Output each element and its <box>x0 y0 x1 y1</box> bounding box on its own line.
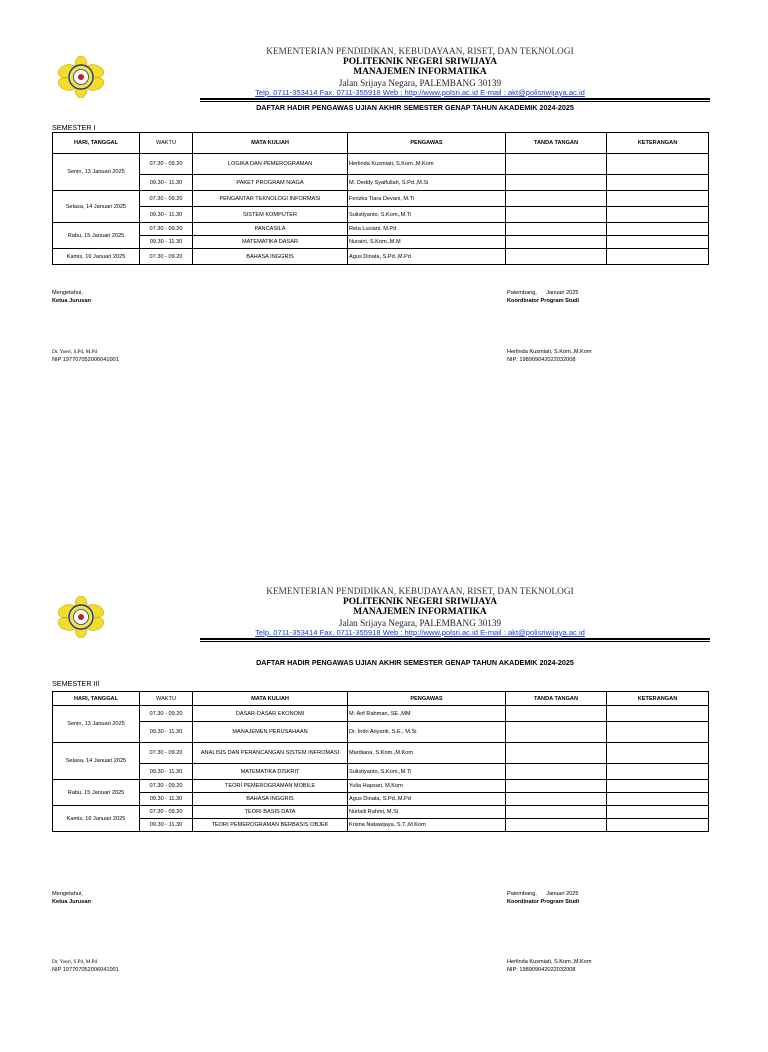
letterhead-divider <box>200 98 710 100</box>
table-row <box>53 154 709 175</box>
table-row <box>53 175 709 191</box>
course-cell: BAHASA INGGRIS <box>193 793 348 806</box>
signature-cell[interactable] <box>506 793 607 806</box>
col-header: PENGAWAS <box>348 133 506 154</box>
table-row <box>53 722 709 743</box>
acknowledged-label: Mengetahui, <box>52 891 83 897</box>
notes-cell[interactable] <box>607 175 709 191</box>
course-cell: PANCASILA <box>193 223 348 236</box>
notes-cell[interactable] <box>607 706 709 722</box>
coordinator-title: Koordinator Program Studi <box>507 899 580 905</box>
day-cell: Selasa, 14 Januari 2025 <box>53 191 140 223</box>
day-cell: Rabu, 15 Januari 2025 <box>53 780 140 806</box>
ministry-name: KEMENTERIAN PENDIDIKAN, KEBUDAYAAN, RISET, DAN TEKNOLOGI <box>266 586 574 596</box>
semester-label: SEMESTER III <box>52 679 100 688</box>
table-row <box>53 764 709 780</box>
proctor-table <box>52 132 709 265</box>
signature-cell[interactable] <box>506 819 607 832</box>
day-cell: Senin, 13 Januari 2025 <box>53 706 140 743</box>
proctor-cell: Reta Luciani, M.Pd <box>348 223 506 236</box>
table-row <box>53 191 709 207</box>
signature-cell[interactable] <box>506 191 607 207</box>
proctor-cell: Ferizka Tiara Devani, M.Ti <box>348 191 506 207</box>
signature-cell[interactable] <box>506 249 607 265</box>
signature-cell[interactable] <box>506 806 607 819</box>
notes-cell[interactable] <box>607 191 709 207</box>
proctor-cell: Sulistiyanto, S.Kom.,M.Ti <box>348 764 506 780</box>
notes-cell[interactable] <box>607 236 709 249</box>
institution-name: POLITEKNIK NEGERI SRIWIJAYA <box>342 596 498 607</box>
address: Jalan Srijaya Negara, PALEMBANG 30139 <box>338 617 502 628</box>
head-of-department-title: Ketua Jurusan <box>52 899 91 905</box>
course-cell: DASAR-DASAR EKONOMI <box>193 706 348 722</box>
proctor-cell: Yulia Hapsari, M,Kom <box>348 780 506 793</box>
left-signature-block <box>52 890 91 906</box>
time-cell: 09.30 - 11.30 <box>140 819 193 832</box>
signature-cell[interactable] <box>506 175 607 191</box>
signatory-name: Dr. Yoeri, S.Pd, M.Pd <box>52 959 98 965</box>
proctor-cell: Sulistiyanto, S.Kom.,M.Ti <box>348 207 506 223</box>
notes-cell[interactable] <box>607 249 709 265</box>
proctor-cell: Herlinda Kusmiati, S.Kom.,M.Kom <box>348 154 506 175</box>
right-signatory <box>507 958 592 974</box>
signatory-name: Herlinda Kusmiati, S.Kom.,M.Kom <box>507 349 592 355</box>
time-cell: 07.30 - 09.20 <box>140 191 193 207</box>
proctor-cell: Dr. Indri Ariyanti, S.E., M.Si <box>348 722 506 743</box>
col-header: TANDA TANGAN <box>506 692 607 706</box>
right-signatory <box>507 348 592 364</box>
day-cell: Selasa, 14 Januari 2025 <box>53 743 140 780</box>
time-cell: 07.30 - 09.20 <box>140 806 193 819</box>
course-cell: ANALISIS DAN PERANCANGAN SISTEM INFROMASI <box>193 743 348 764</box>
col-header: MATA KULIAH <box>193 133 348 154</box>
time-cell: 09.30 - 11.30 <box>140 175 193 191</box>
course-cell: MANAJEMEN PERUSAHAAN <box>193 722 348 743</box>
signatory-nip: NIP: 198909042022032008 <box>507 967 576 973</box>
course-cell: PENGANTAR TEKNOLOGI INFORMASI <box>193 191 348 207</box>
col-header: WAKTU <box>140 133 193 154</box>
table-row <box>53 706 709 722</box>
table-header-row <box>53 692 709 706</box>
left-signature-block <box>52 289 91 305</box>
signatory-nip: NIP 197707052006041001 <box>52 357 119 363</box>
signature-cell[interactable] <box>506 743 607 764</box>
signatory-name: Dr. Yoeri, S.Pd, M.Pd <box>52 349 98 355</box>
course-cell: LOGIKA DAN PEMEROGRAMAN <box>193 154 348 175</box>
notes-cell[interactable] <box>607 806 709 819</box>
signature-cell[interactable] <box>506 722 607 743</box>
signatory-name: Herlinda Kusmiati, S.Kom.,M.Kom <box>507 959 592 965</box>
day-cell: Kamis, 16 Januari 2025 <box>53 249 140 265</box>
col-header: TANDA TANGAN <box>506 133 607 154</box>
course-cell: BAHASA INGGRIS <box>193 249 348 265</box>
attendance-sheet-semester-1 <box>0 0 768 512</box>
course-cell: TEORI PEMEROGRAMAN BERBASIS OBJEK <box>193 819 348 832</box>
notes-cell[interactable] <box>607 764 709 780</box>
place-date: Palembang, Januari 2025 <box>507 290 579 296</box>
time-cell: 07.30 - 09.20 <box>140 780 193 793</box>
notes-cell[interactable] <box>607 780 709 793</box>
signature-cell[interactable] <box>506 223 607 236</box>
proctor-table <box>52 691 709 832</box>
left-signatory <box>52 348 119 364</box>
notes-cell[interactable] <box>607 793 709 806</box>
day-cell: Rabu, 15 Januari 2025 <box>53 223 140 249</box>
col-header: KETERANGAN <box>607 692 709 706</box>
signatory-nip: NIP: 198909042022032008 <box>507 357 576 363</box>
table-row <box>53 207 709 223</box>
proctor-cell: Nuraini, S.Kom.,M.M <box>348 236 506 249</box>
proctor-cell: Krisna Natawijaya, S.T.,M.Kom <box>348 819 506 832</box>
col-header: HARI, TANGGAL <box>53 133 140 154</box>
head-of-department-title: Ketua Jurusan <box>52 298 91 304</box>
ministry-name: KEMENTERIAN PENDIDIKAN, KEBUDAYAAN, RISET, DAN TEKNOLOGI <box>266 46 574 56</box>
col-header: MATA KULIAH <box>193 692 348 706</box>
notes-cell[interactable] <box>607 722 709 743</box>
polsri-logo-icon <box>56 596 106 638</box>
address: Jalan Srijaya Negara, PALEMBANG 30139 <box>338 77 502 88</box>
department-name: MANAJEMEN INFORMATIKA <box>353 67 487 77</box>
table-row <box>53 806 709 819</box>
table-header-row <box>53 133 709 154</box>
signature-cell[interactable] <box>506 780 607 793</box>
table-row <box>53 249 709 265</box>
time-cell: 09.30 - 11.30 <box>140 793 193 806</box>
proctor-cell: Agus Dinata, S.Pd.,M.Pd <box>348 249 506 265</box>
time-cell: 09.30 - 11.30 <box>140 764 193 780</box>
time-cell: 09.30 - 11.30 <box>140 236 193 249</box>
proctor-cell: M. Arif Rahman, SE.,MM <box>348 706 506 722</box>
polsri-logo-icon <box>56 56 106 98</box>
right-signature-block <box>507 289 579 305</box>
document-title: DAFTAR HADIR PENGAWAS UJIAN AKHIR SEMESTER GENAP TAHUN AKADEMIK 2024-2025 <box>256 658 574 667</box>
course-cell: MATEMATIKA DISKRIT <box>193 764 348 780</box>
day-cell: Kamis, 16 Januari 2025 <box>53 806 140 832</box>
time-cell: 09.30 - 11.30 <box>140 207 193 223</box>
contact-link[interactable]: Telp. 0711-353414 Fax. 0711-355918 Web : http://www.polsri.ac.id E-mail : akt@polisriwijaya.ac.id <box>255 628 585 637</box>
letterhead-divider <box>200 638 710 640</box>
notes-cell[interactable] <box>607 207 709 223</box>
col-header: HARI, TANGGAL <box>53 692 140 706</box>
time-cell: 07.30 - 09.20 <box>140 743 193 764</box>
notes-cell[interactable] <box>607 223 709 236</box>
notes-cell[interactable] <box>607 154 709 175</box>
table-row <box>53 743 709 764</box>
proctor-cell: Nurlaili Rahmi, M.Si <box>348 806 506 819</box>
institution-name: POLITEKNIK NEGERI SRIWIJAYA <box>342 56 498 67</box>
proctor-cell: Mardiana, S.Kom.,M.Kom <box>348 743 506 764</box>
place-date: Palembang, Januari 2025 <box>507 891 579 897</box>
signature-cell[interactable] <box>506 706 607 722</box>
signature-cell[interactable] <box>506 207 607 223</box>
course-cell: TEORI BASIS DATA <box>193 806 348 819</box>
department-name: MANAJEMEN INFORMATIKA <box>353 607 487 617</box>
proctor-cell: M. Deddy Syaifullah, S.Pd.,M.Si <box>348 175 506 191</box>
table-row <box>53 780 709 793</box>
signature-cell[interactable] <box>506 236 607 249</box>
course-cell: MATEMATIKA DASAR <box>193 236 348 249</box>
contact-link[interactable]: Telp. 0711-353414 Fax. 0711-355918 Web : http://www.polsri.ac.id E-mail : akt@polisriwijaya.ac.id <box>255 88 585 97</box>
col-header: PENGAWAS <box>348 692 506 706</box>
course-cell: PAKET PROGRAM NIAGA <box>193 175 348 191</box>
time-cell: 07.30 - 09.20 <box>140 223 193 236</box>
course-cell: SISTEM KOMPUTER <box>193 207 348 223</box>
table-row <box>53 236 709 249</box>
document-title: DAFTAR HADIR PENGAWAS UJIAN AKHIR SEMESTER GENAP TAHUN AKADEMIK 2024-2025 <box>256 103 574 112</box>
time-cell: 09.30 - 11.30 <box>140 722 193 743</box>
notes-cell[interactable] <box>607 819 709 832</box>
semester-label: SEMESTER I <box>52 123 96 132</box>
table-row <box>53 819 709 832</box>
time-cell: 07.30 - 09.20 <box>140 154 193 175</box>
proctor-cell: Agus Dinata, S.Pd.,M.Pd <box>348 793 506 806</box>
notes-cell[interactable] <box>607 743 709 764</box>
coordinator-title: Koordinator Program Studi <box>507 298 580 304</box>
right-signature-block <box>507 890 579 906</box>
table-row <box>53 793 709 806</box>
day-cell: Senin, 13 Januari 2025 <box>53 154 140 191</box>
attendance-sheet-semester-3 <box>0 540 768 1052</box>
letterhead <box>200 586 640 639</box>
letterhead <box>200 46 640 99</box>
signature-cell[interactable] <box>506 154 607 175</box>
time-cell: 07.30 - 09.20 <box>140 249 193 265</box>
signatory-nip: NIP 197707052006041001 <box>52 967 119 973</box>
acknowledged-label: Mengetahui, <box>52 290 83 296</box>
table-row <box>53 223 709 236</box>
letterhead-divider-thin <box>200 101 710 102</box>
col-header: KETERANGAN <box>607 133 709 154</box>
course-cell: TEORI PEMEROGRAMAN MOBILE <box>193 780 348 793</box>
col-header: WAKTU <box>140 692 193 706</box>
time-cell: 07.30 - 09.20 <box>140 706 193 722</box>
signature-cell[interactable] <box>506 764 607 780</box>
left-signatory <box>52 958 119 974</box>
letterhead-divider-thin <box>200 641 710 642</box>
